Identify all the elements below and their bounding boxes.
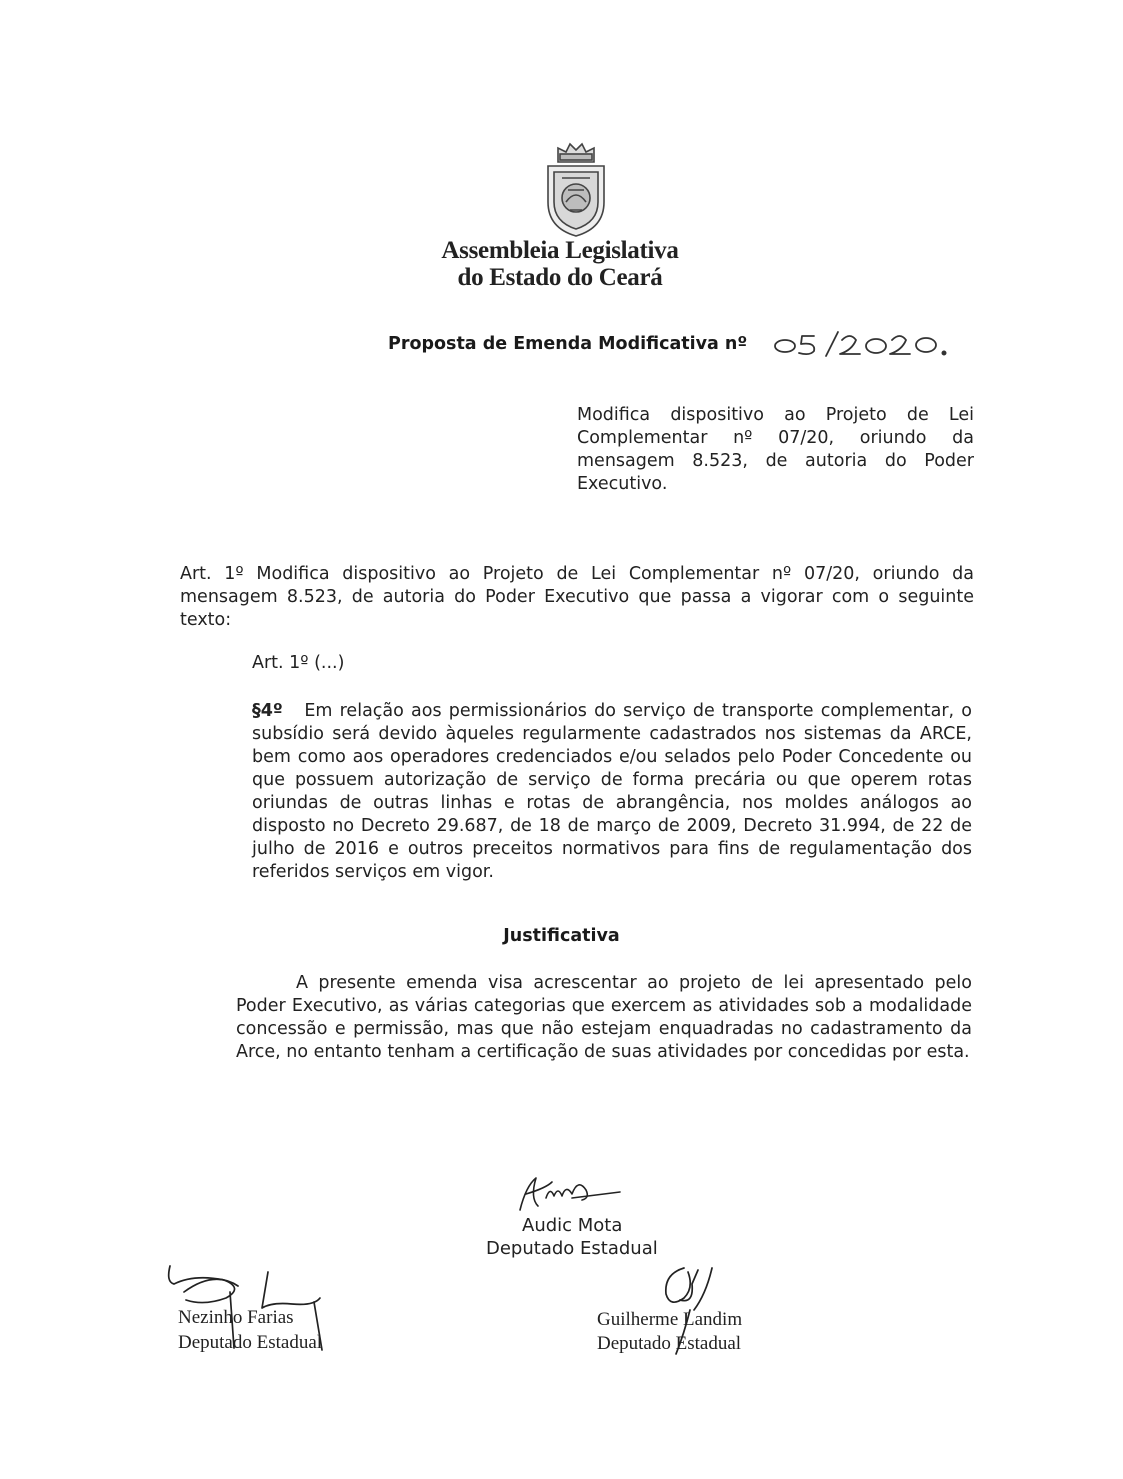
justification-text: A presente emenda visa acrescentar ao projeto de lei apresentado pelo Poder Executivo, as várias categorias que exercem as atividades sob a modalidade concessão e permissão, mas que não estejam enquadradas no cadastramento da Arce, no entanto tenham a certificação de suas atividades por concedidas por esta. [236, 973, 972, 1062]
signatory-name-2: Nezinho Farias [178, 1307, 294, 1328]
signatory-role-3: Deputado Estadual [597, 1333, 742, 1354]
signatory-name-1: Audic Mota [522, 1215, 623, 1236]
justification-title: Justificativa [503, 926, 620, 946]
summary-text: Modifica dispositivo ao Projeto de Lei Complementar nº 07/20, oriundo da mensagem 8.523, de autoria do Poder Executivo. [577, 405, 974, 494]
state-coat-of-arms-icon [540, 140, 612, 238]
signatory-role-2: Deputado Estadual [178, 1332, 323, 1353]
paragraph-4 [252, 700, 972, 884]
signatory-role-1: Deputado Estadual [486, 1238, 658, 1259]
signature-audic-mota [516, 1168, 626, 1216]
signatory-name-3: Guilherme Landim [597, 1309, 743, 1330]
document-title: Proposta de Emenda Modificativa nº [388, 334, 748, 354]
institution-name-line2: do Estado do Ceará [457, 264, 663, 291]
paragraph-4-text: Em relação aos permissionários do serviço de transporte complementar, o subsídio será devido àqueles regularmente cadastrados nos sistemas da ARCE, bem como aos operadores credenciados e/ou selados pelo Poder Concedente ou que possuem autorização de serviço de forma precária ou que operem rotas oriundas de outras linhas e rotas de abrangência, nos moldes análogos ao disposto no Decreto 29.687, de 18 de março de 2009, Decreto 31.994, de 22 de julho de 2016 e outros preceitos normativos para fins de regulamentação dos referidos serviços em vigor. [252, 701, 972, 882]
handwritten-number [772, 326, 952, 360]
article-1-text: Art. 1º Modifica dispositivo ao Projeto de Lei Complementar nº 07/20, oriundo da mensagem 8.523, de autoria do Poder Executivo que passa a vigorar com o seguinte texto: [180, 564, 974, 630]
institution-name-line1: Assembleia Legislativa [441, 237, 679, 264]
quoted-article-heading: Art. 1º (...) [252, 653, 345, 673]
paragraph-4-label: §4º [252, 701, 283, 721]
